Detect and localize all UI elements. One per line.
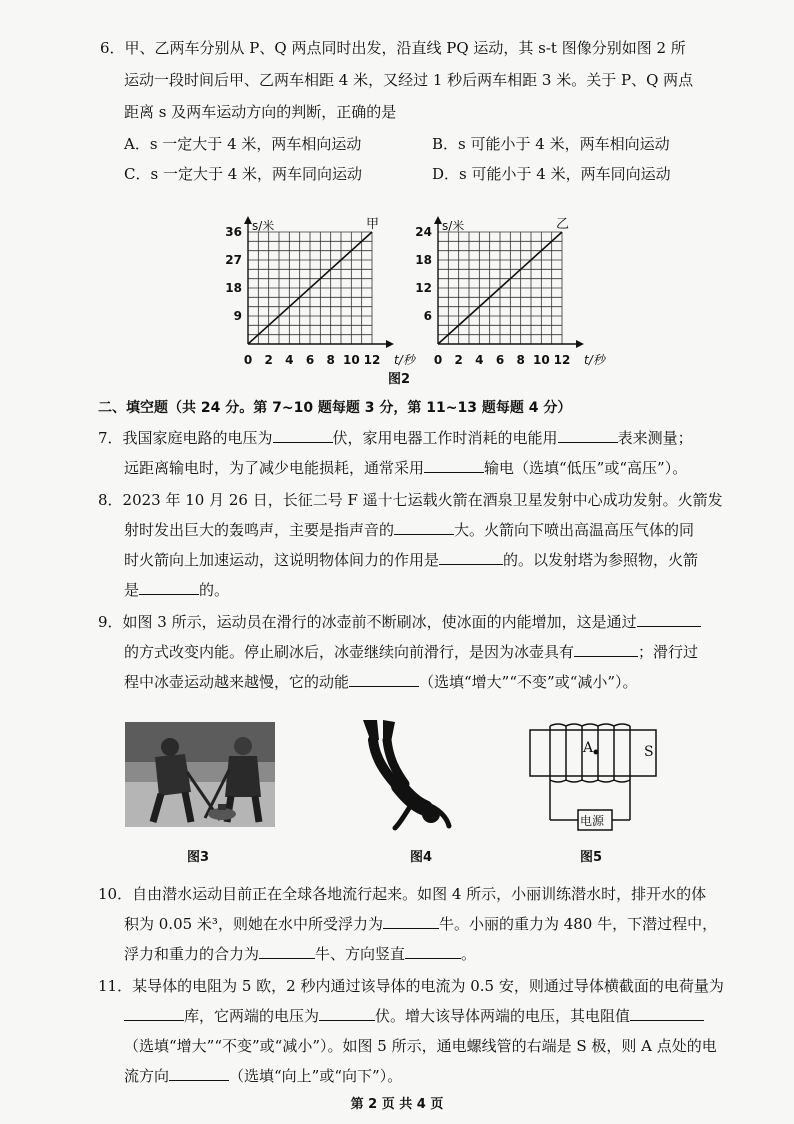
q10-text-d: 浮力和重力的合力为	[124, 945, 260, 963]
q7-blank-2[interactable]	[558, 428, 618, 443]
x-axis-label: t/秒	[394, 353, 415, 367]
q6-option-c: C．s 一定大于 4 米，两车同向运动	[124, 165, 363, 183]
q10-line1: 10．自由潜水运动目前正在全球各地流行起来。如图 4 所示，小丽训练潜水时，排开水的体	[98, 885, 707, 903]
x-tick-label: 0	[433, 353, 443, 367]
q10-blank-3[interactable]	[405, 944, 461, 959]
q9-line2	[124, 642, 698, 662]
q7-text-e: 输电（选填“低压”或“高压”）。	[484, 459, 688, 477]
x-tick-label: 2	[454, 353, 463, 367]
q7-line2	[124, 458, 687, 478]
q8-text-f: 是	[124, 581, 140, 599]
figure2-caption: 图2	[388, 372, 411, 387]
q11-text-b: 库，它两端的电压为	[184, 1007, 320, 1025]
q8-line3	[124, 550, 698, 570]
q11-text-c: 伏。增大该导体两端的电压，其电阻值	[375, 1007, 631, 1025]
q8-text-d: 时火箭向上加速运动，这说明物体间力的作用是	[124, 551, 440, 569]
q11-line2	[124, 1006, 704, 1026]
figure5-point-a-label: A	[583, 740, 594, 756]
q11-line4	[124, 1066, 402, 1086]
y-axis-arrow	[434, 216, 442, 224]
y-tick-label: 36	[225, 225, 242, 239]
series-label: 甲	[366, 217, 380, 232]
y-axis-label: s/米	[252, 219, 275, 233]
figure5-power-label: 电源	[580, 814, 605, 828]
q8-blank-2[interactable]	[439, 550, 503, 565]
q10-text-b: 积为 0.05 米³，则她在水中所受浮力为	[124, 915, 383, 933]
q11-line3: （选填“增大”“不变”或“减小”）。如图 5 所示，通电螺线管的右端是 S 极，则 A 点处的电	[124, 1037, 717, 1055]
chart-jia	[210, 208, 415, 368]
x-tick-label: 10	[342, 353, 360, 367]
y-tick-label: 6	[423, 309, 432, 323]
q8-text-g: 的。	[199, 581, 230, 599]
q6-option-a: A．s 一定大于 4 米，两车相向运动	[124, 135, 362, 153]
y-tick-label: 9	[233, 309, 242, 323]
figure3-curling-photo	[125, 722, 275, 827]
figure5-caption: 图5	[580, 850, 603, 865]
q9-line1	[98, 612, 701, 632]
series-label: 乙	[556, 217, 570, 232]
q7-text-d: 远距离输电时，为了减少电能损耗，通常采用	[124, 459, 425, 477]
y-tick-label: 24	[415, 225, 432, 239]
q11-text-f: （选填“向上”或“向下”）。	[229, 1067, 403, 1085]
x-tick-label: 4	[475, 353, 484, 367]
y-tick-label: 27	[225, 253, 242, 267]
q10-text-c: 牛。小丽的重力为 480 牛，下潜过程中，	[438, 915, 718, 933]
y-axis-label: s/米	[442, 219, 465, 233]
q8-blank-1[interactable]	[394, 520, 454, 535]
q10-line3	[124, 944, 476, 964]
x-tick-label: 6	[495, 353, 505, 367]
figure4-diver-illustration	[355, 718, 455, 830]
q9-text-a: 9．如图 3 所示，运动员在滑行的冰壶前不断刷冰，使冰面的内能增加，这是通过	[98, 613, 637, 631]
q9-text-e: （选填“增大”“不变”或“减小”）。	[419, 673, 638, 691]
q11-line1: 11．某导体的电阻为 5 欧，2 秒内通过该导体的电流为 0.5 安，则通过导体横截面的电荷量为	[98, 977, 724, 995]
q10-text-f: 。	[461, 945, 477, 963]
q9-text-b: 的方式改变内能。停止刷冰后，冰壶继续向前滑行，是因为冰壶具有	[124, 643, 575, 661]
x-tick-label: 2	[264, 353, 273, 367]
x-tick-label: 10	[532, 353, 550, 367]
q9-blank-1[interactable]	[637, 612, 701, 627]
q9-blank-2[interactable]	[574, 642, 638, 657]
q8-blank-3[interactable]	[139, 580, 199, 595]
x-tick-label: 8	[516, 353, 525, 367]
x-axis-arrow	[576, 340, 584, 348]
q11-blank-3[interactable]	[630, 1006, 704, 1021]
q8-text-c: 大。火箭向下喷出高温高压气体的同	[454, 521, 695, 539]
q7-blank-3[interactable]	[424, 458, 484, 473]
q9-blank-3[interactable]	[349, 672, 419, 687]
y-tick-label: 18	[415, 253, 432, 267]
q9-line3	[124, 672, 638, 692]
section2-title: 二、填空题（共 24 分。第 7~10 题每题 3 分，第 11~13 题每题 4 分）	[98, 400, 572, 416]
q10-line2	[124, 914, 717, 934]
q10-text-e: 牛、方向竖直	[315, 945, 406, 963]
figure5-pole-s-label: S	[644, 744, 654, 760]
q7-text-b: 伏，家用电器工作时消耗的电能用	[332, 429, 558, 447]
q9-text-c: ；滑行过	[638, 643, 699, 661]
chart-yi	[400, 208, 605, 368]
q7-text-a: 7．我国家庭电路的电压为	[98, 429, 273, 447]
q6-line2: 运动一段时间后甲、乙两车相距 4 米，又经过 1 秒后两车相距 3 米。关于 P、Q 两点	[124, 71, 694, 89]
x-tick-label: 12	[553, 353, 571, 367]
q11-blank-4[interactable]	[169, 1066, 229, 1081]
figure3-caption: 图3	[187, 850, 210, 865]
q8-text-b: 射时发出巨大的轰鸣声，主要是指声音的	[124, 521, 395, 539]
q6-option-d: D．s 可能小于 4 米，两车同向运动	[432, 165, 671, 183]
q6-line3: 距离 s 及两车运动方向的判断，正确的是	[124, 103, 397, 121]
x-tick-label: 8	[326, 353, 335, 367]
x-tick-label: 12	[363, 353, 381, 367]
y-tick-label: 18	[225, 281, 242, 295]
q10-blank-1[interactable]	[383, 914, 439, 929]
q8-line1: 8．2023 年 10 月 26 日，长征二号 F 遥十七运载火箭在酒泉卫星发射中心成功发射。火箭发	[98, 491, 723, 509]
x-tick-label: 0	[243, 353, 253, 367]
q10-blank-2[interactable]	[259, 944, 315, 959]
figure4-caption: 图4	[410, 850, 433, 865]
q11-blank-1[interactable]	[124, 1006, 184, 1021]
x-tick-label: 6	[305, 353, 315, 367]
x-tick-label: 4	[285, 353, 294, 367]
q9-text-d: 程中冰壶运动越来越慢，它的动能	[124, 673, 350, 691]
q8-line4	[124, 580, 229, 600]
q6-line1: 6．甲、乙两车分别从 P、Q 两点同时出发，沿直线 PQ 运动，其 s-t 图像分别如图 2 所	[100, 39, 686, 57]
page-footer: 第 2 页 共 4 页	[350, 1097, 444, 1112]
q6-option-b: B．s 可能小于 4 米，两车相向运动	[432, 135, 670, 153]
q8-line2	[124, 520, 694, 540]
q7-line1	[98, 428, 693, 448]
y-axis-arrow	[244, 216, 252, 224]
x-axis-label: t/秒	[584, 353, 605, 367]
q7-text-c: 表来测量；	[617, 429, 693, 447]
x-axis-arrow	[386, 340, 394, 348]
y-tick-label: 12	[415, 281, 432, 295]
q11-text-e: 流方向	[124, 1067, 170, 1085]
q11-blank-2[interactable]	[319, 1006, 375, 1021]
q7-blank-1[interactable]	[273, 428, 333, 443]
q8-text-e: 的。以发射塔为参照物，火箭	[503, 551, 699, 569]
